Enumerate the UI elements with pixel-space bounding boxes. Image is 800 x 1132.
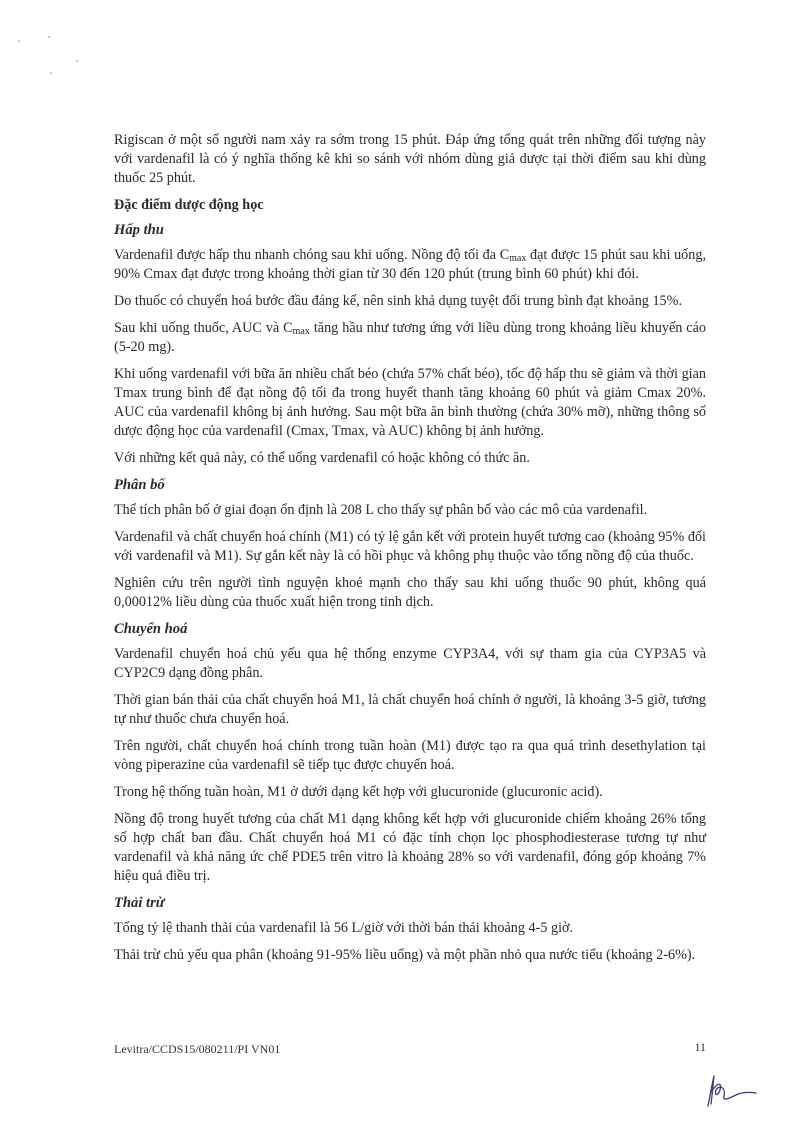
document-body <box>114 131 706 973</box>
elimination-heading: Thải trừ <box>114 895 165 911</box>
handwritten-initials <box>700 1070 760 1110</box>
metabolism-paragraph-3: Trên người, chất chuyển hoá chính trong tuần hoàn (M1) được tạo ra qua quá trình desethylation tại vòng piperazine của vardenafil sẽ tiếp tục được chuyển hoá. <box>114 738 706 773</box>
section-title: Đặc điểm dược động học <box>114 197 264 213</box>
absorption-paragraph-1: Vardenafil được hấp thu nhanh chóng sau khi uống. Nồng độ tối đa $C_{max}$ đạt được 15 phút sau khi uống, 90% Cmax đạt được trong khoảng thời gian từ 30 đến 120 phút (trung bình 60 phút) khi đói. <box>114 247 706 282</box>
absorption-paragraph-2: Do thuốc có chuyển hoá bước đầu đáng kể, nên sinh khả dụng tuyệt đối trung bình đạt khoảng 15%. <box>114 293 682 309</box>
elimination-paragraph-2: Thải trừ chủ yếu qua phân (khoảng 91-95% liều uống) và một phần nhỏ qua nước tiểu (khoảng 2-6%). <box>114 947 696 963</box>
scan-speck <box>48 36 50 38</box>
scan-speck <box>18 40 20 42</box>
absorption-paragraph-5: Với những kết quả này, có thể uống vardenafil có hoặc không có thức ăn. <box>114 450 530 466</box>
distribution-heading: Phân bố <box>114 477 165 493</box>
intro-paragraph: Rigiscan ở một số người nam xảy ra sớm trong 15 phút. Đáp ứng tổng quát trên những đối tượng này với vardenafil là có ý nghĩa thống kê khi so sánh với nhóm dùng giả dược tại thời điểm sau khi dùng thuốc 25 phút. <box>114 132 706 186</box>
absorption-paragraph-4: Khi uống vardenafil với bữa ăn nhiều chất béo (chứa 57% chất béo), tốc độ hấp thu sẽ giảm và thời gian Tmax trung bình để đạt nồng độ tối đa trong huyết thanh tăng khoảng 60 phút và giảm Cmax 20%. AUC của vardenafil không bị ảnh hưởng. Sau một bữa ăn bình thường (chứa 30% mỡ), những thông số dược động học của vardenafil (Cmax, Tmax, và AUC) không bị ảnh hưởng. <box>114 366 706 439</box>
scan-speck <box>76 60 78 62</box>
distribution-paragraph-1: Thể tích phân bố ở giai đoạn ổn định là 208 L cho thấy sự phân bố vào các mô của vardenafil. <box>114 502 648 518</box>
metabolism-paragraph-2: Thời gian bán thải của chất chuyển hoá M1, là chất chuyển hoá chính ở người, là khoảng 3-5 giờ, tương tự như thuốc chưa chuyển hoá. <box>114 692 706 727</box>
elimination-paragraph-1: Tổng tỷ lệ thanh thải của vardenafil là 56 L/giờ với thời bán thải khoảng 4-5 giờ. <box>114 920 574 936</box>
metabolism-paragraph-4: Trong hệ thống tuần hoàn, M1 ở dưới dạng kết hợp với glucuronide (glucuronic acid). <box>114 784 603 800</box>
distribution-paragraph-3: Nghiên cứu trên người tình nguyện khoẻ mạnh cho thấy sau khi uống thuốc 90 phút, không quá 0,00012% liều dùng của thuốc xuất hiện trong tinh dịch. <box>114 575 706 610</box>
distribution-paragraph-2: Vardenafil và chất chuyển hoá chính (M1) có tỷ lệ gắn kết với protein huyết tương cao (khoảng 95% đối với vardenafil và M1). Sự gắn kết này là có hồi phục và không phụ thuộc vào tổng nồng độ của thuốc. <box>114 529 706 564</box>
metabolism-heading: Chuyển hoá <box>114 621 188 637</box>
document-code: Levitra/CCDS15/080211/PI VN01 <box>114 1042 281 1056</box>
metabolism-paragraph-1: Vardenafil chuyển hoá chủ yếu qua hệ thống enzyme CYP3A4, với sự tham gia của CYP3A5 và CYP2C9 dạng đồng phân. <box>114 646 706 681</box>
metabolism-paragraph-5: Nồng độ trong huyết tương của chất M1 dạng không kết hợp với glucuronide chiếm khoảng 26% tổng số hợp chất ban đầu. Chất chuyển hoá M1 có đặc tính chọn lọc phosphodiesterase tương tự như vardenafil và khả năng ức chế PDE5 trên vitro là khoảng 28% so với vardenafil, đóng góp khoảng 7% hiệu quả điều trị. <box>114 811 706 884</box>
absorption-paragraph-3: Sau khi uống thuốc, AUC và $C_{max}$ tăng hầu như tương ứng với liều dùng trong khoảng liều khuyến cáo (5-20 mg). <box>114 320 706 355</box>
scan-speck <box>50 72 52 74</box>
page-number: 11 <box>694 1040 706 1054</box>
absorption-heading: Hấp thu <box>114 222 164 238</box>
